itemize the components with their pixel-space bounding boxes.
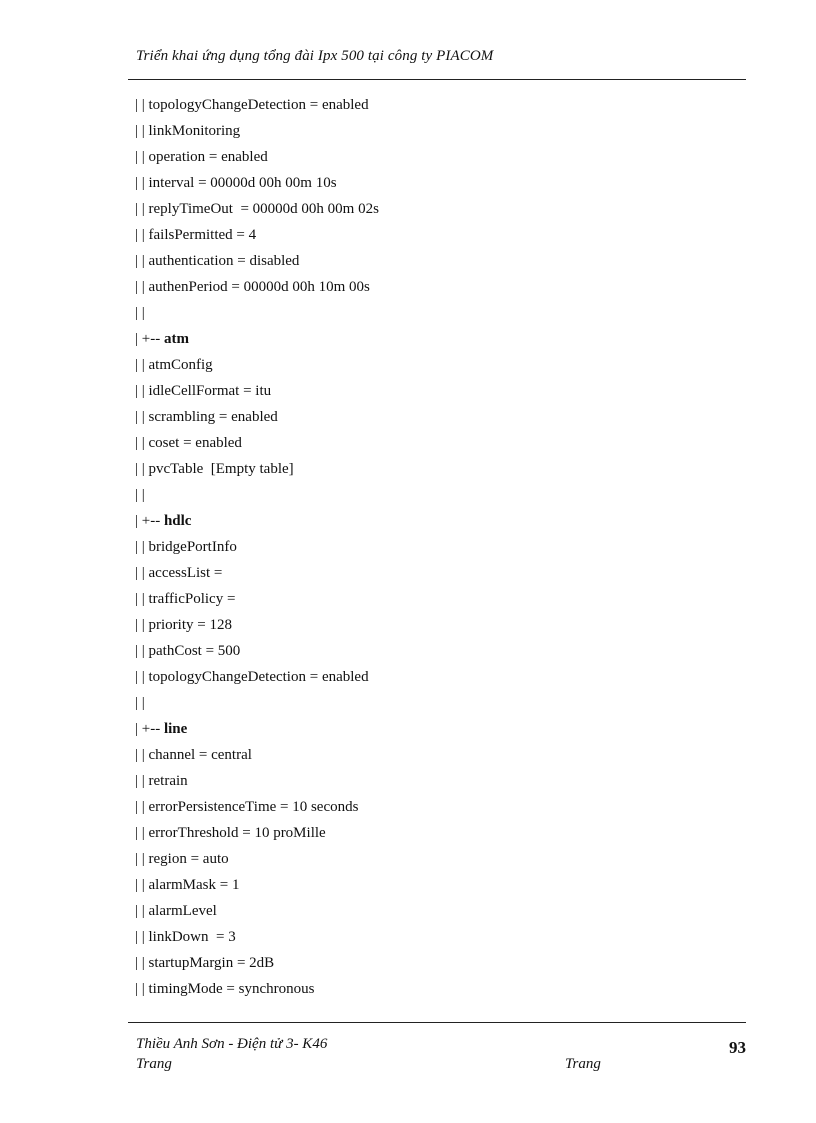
config-text: channel = central: [148, 747, 252, 763]
config-line: [135, 718, 735, 744]
config-line: [135, 172, 735, 198]
config-line: [135, 900, 735, 926]
tree-prefix: | |: [135, 409, 149, 425]
config-text: errorPersistenceTime = 10 seconds: [148, 799, 359, 815]
config-text: operation = enabled: [148, 149, 268, 165]
config-text: retrain: [148, 773, 188, 789]
config-line: [135, 406, 735, 432]
tree-prefix: | |: [135, 877, 149, 893]
tree-prefix: | |: [135, 435, 149, 451]
tree-prefix: | |: [135, 201, 149, 217]
config-text: atmConfig: [148, 357, 213, 373]
tree-prefix: | |: [135, 747, 149, 763]
config-text: authentication = disabled: [148, 253, 300, 269]
tree-prefix: | |: [135, 799, 149, 815]
tree-prefix: | |: [135, 695, 145, 711]
config-text: topologyChangeDetection = enabled: [148, 669, 369, 685]
tree-prefix: | |: [135, 565, 149, 581]
config-listing: [135, 94, 735, 1004]
config-text: region = auto: [148, 851, 229, 867]
config-text: linkDown = 3: [148, 929, 236, 945]
tree-prefix: | |: [135, 227, 149, 243]
config-line: [135, 952, 735, 978]
config-line: [135, 224, 735, 250]
config-text: topologyChangeDetection = enabled: [148, 97, 369, 113]
page-header-title: Triển khai ứng dụng tổng đài Ipx 500 tại công ty PIACOM: [136, 48, 494, 64]
tree-prefix: | |: [135, 643, 149, 659]
footer-page-label-left: Trang: [136, 1056, 172, 1072]
tree-prefix: | +--: [135, 721, 164, 737]
config-text: replyTimeOut = 00000d 00h 00m 02s: [148, 201, 379, 217]
config-text: alarmLevel: [148, 903, 217, 919]
tree-prefix: | |: [135, 825, 149, 841]
config-line: [135, 328, 735, 354]
config-text: pvcTable [Empty table]: [148, 461, 294, 477]
footer-author: Thiều Anh Sơn - Điện tử 3- K46: [136, 1036, 328, 1052]
tree-prefix: | +--: [135, 331, 164, 347]
tree-prefix: | |: [135, 929, 149, 945]
config-line: [135, 354, 735, 380]
header-divider: [128, 79, 746, 80]
section-heading: atm: [163, 331, 189, 347]
config-text: idleCellFormat = itu: [148, 383, 272, 399]
config-line: [135, 562, 735, 588]
tree-prefix: | |: [135, 357, 149, 373]
tree-prefix: | |: [135, 851, 149, 867]
config-text: coset = enabled: [148, 435, 242, 451]
section-heading: line: [163, 721, 188, 737]
config-line: [135, 536, 735, 562]
tree-prefix: | |: [135, 461, 149, 477]
config-text: pathCost = 500: [148, 643, 241, 659]
config-text: accessList =: [148, 565, 223, 581]
config-text: timingMode = synchronous: [148, 981, 315, 997]
tree-prefix: | |: [135, 279, 149, 295]
config-text: alarmMask = 1: [148, 877, 240, 893]
tree-prefix: | +--: [135, 513, 164, 529]
config-line: [135, 146, 735, 172]
tree-prefix: | |: [135, 123, 149, 139]
config-line: [135, 614, 735, 640]
tree-prefix: | |: [135, 487, 145, 503]
page-number: 93: [729, 1038, 746, 1057]
config-text: failsPermitted = 4: [148, 227, 257, 243]
config-line: [135, 250, 735, 276]
config-text: priority = 128: [148, 617, 232, 633]
config-line: [135, 94, 735, 120]
tree-prefix: | |: [135, 149, 149, 165]
config-line: [135, 848, 735, 874]
config-text: scrambling = enabled: [148, 409, 278, 425]
tree-prefix: | |: [135, 981, 149, 997]
config-line: [135, 640, 735, 666]
tree-prefix: | |: [135, 175, 149, 191]
footer-page-label-right: Trang: [565, 1056, 601, 1072]
tree-prefix: | |: [135, 903, 149, 919]
config-line: [135, 692, 735, 718]
footer-divider: [128, 1022, 746, 1023]
config-line: [135, 302, 735, 328]
config-line: [135, 874, 735, 900]
config-text: linkMonitoring: [148, 123, 241, 139]
config-line: [135, 978, 735, 1004]
config-text: authenPeriod = 00000d 00h 10m 00s: [148, 279, 370, 295]
tree-prefix: | |: [135, 97, 149, 113]
config-line: [135, 926, 735, 952]
tree-prefix: | |: [135, 539, 149, 555]
config-line: [135, 432, 735, 458]
config-line: [135, 458, 735, 484]
config-line: [135, 588, 735, 614]
section-heading: hdlc: [163, 513, 192, 529]
config-line: [135, 276, 735, 302]
config-text: startupMargin = 2dB: [148, 955, 275, 971]
config-line: [135, 744, 735, 770]
config-line: [135, 822, 735, 848]
tree-prefix: | |: [135, 591, 149, 607]
config-text: bridgePortInfo: [148, 539, 237, 555]
config-line: [135, 484, 735, 510]
config-line: [135, 198, 735, 224]
tree-prefix: | |: [135, 617, 149, 633]
config-line: [135, 510, 735, 536]
tree-prefix: | |: [135, 669, 149, 685]
tree-prefix: | |: [135, 253, 149, 269]
config-line: [135, 796, 735, 822]
config-line: [135, 120, 735, 146]
config-line: [135, 770, 735, 796]
config-text: trafficPolicy =: [148, 591, 236, 607]
config-line: [135, 666, 735, 692]
tree-prefix: | |: [135, 383, 149, 399]
config-line: [135, 380, 735, 406]
tree-prefix: | |: [135, 955, 149, 971]
tree-prefix: | |: [135, 773, 149, 789]
tree-prefix: | |: [135, 305, 145, 321]
config-text: interval = 00000d 00h 00m 10s: [148, 175, 337, 191]
config-text: errorThreshold = 10 proMille: [148, 825, 326, 841]
